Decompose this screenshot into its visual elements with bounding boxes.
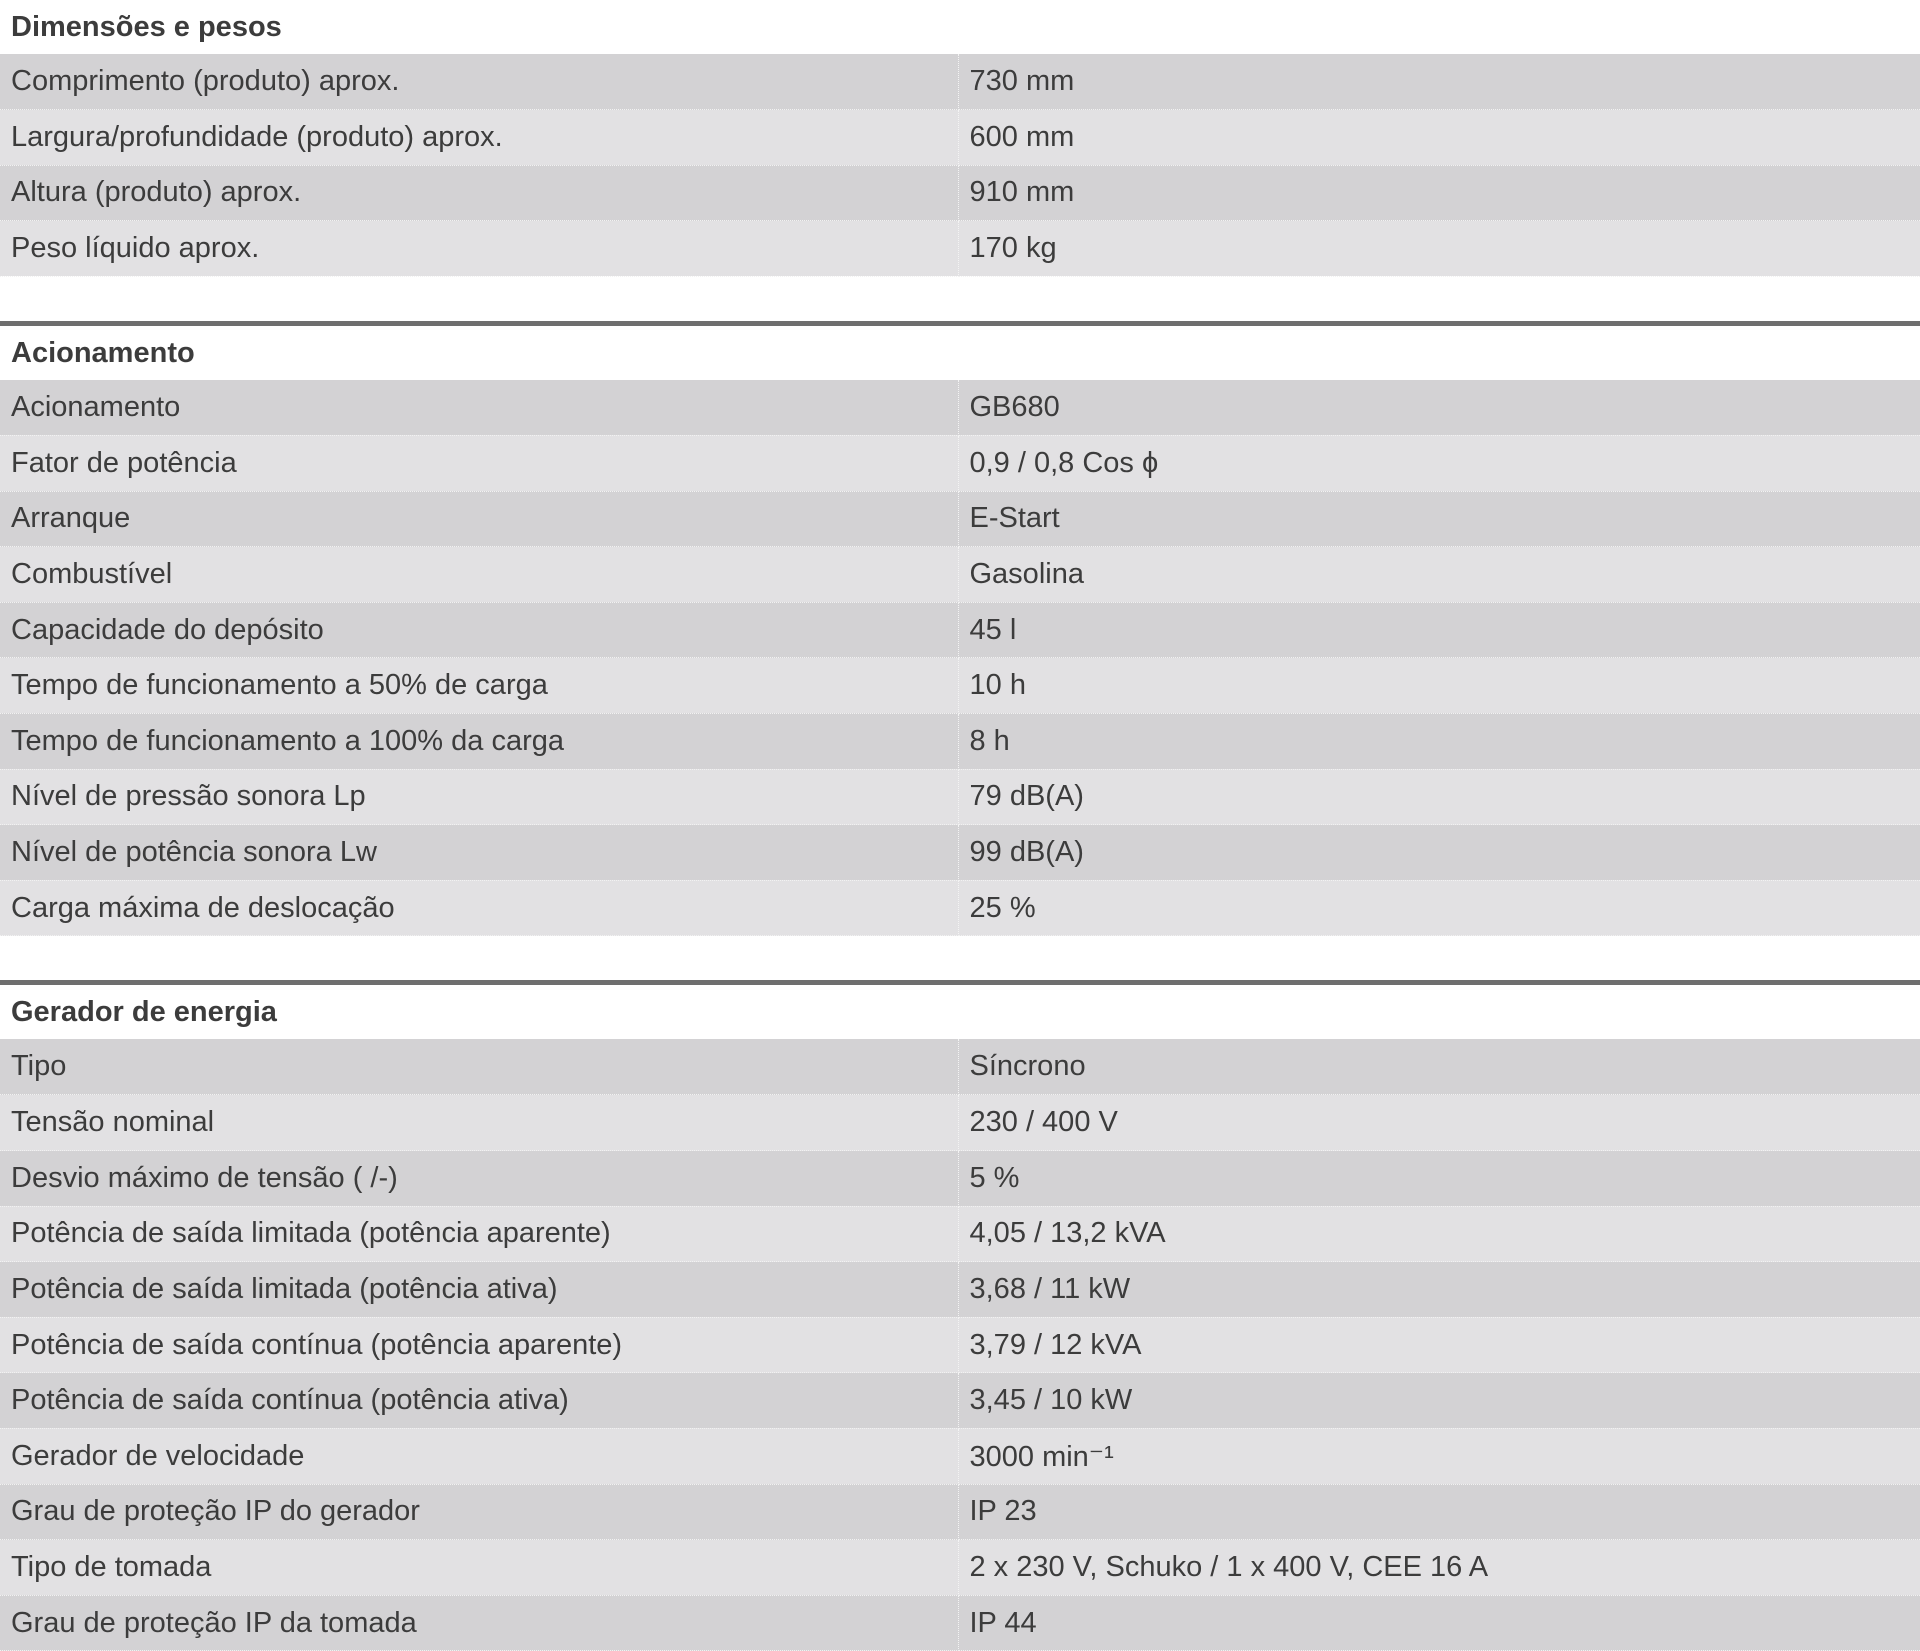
spec-label: Nível de potência sonora Lw	[0, 825, 958, 881]
spec-label: Largura/profundidade (produto) aprox.	[0, 110, 958, 166]
spec-label: Combustível	[0, 547, 958, 603]
spec-label: Tempo de funcionamento a 100% da carga	[0, 713, 958, 769]
table-row	[0, 1484, 1920, 1540]
spec-value: Síncrono	[958, 1039, 1920, 1095]
table-row	[0, 491, 1920, 547]
spec-label: Potência de saída contínua (potência ativa)	[0, 1373, 958, 1429]
spec-value: GB680	[958, 380, 1920, 436]
spec-value: 170 kg	[958, 221, 1920, 277]
spec-label: Grau de proteção IP do gerador	[0, 1484, 958, 1540]
spec-value: 99 dB(A)	[958, 825, 1920, 881]
table-row	[0, 1428, 1920, 1484]
spec-label: Capacidade do depósito	[0, 602, 958, 658]
spec-label: Desvio máximo de tensão ( /-)	[0, 1151, 958, 1207]
spec-label: Arranque	[0, 491, 958, 547]
spec-value: 25 %	[958, 880, 1920, 936]
table-row	[0, 1540, 1920, 1596]
spec-label: Comprimento (produto) aprox.	[0, 54, 958, 110]
spec-label: Potência de saída contínua (potência aparente)	[0, 1317, 958, 1373]
table-row	[0, 1151, 1920, 1207]
spec-label: Tipo de tomada	[0, 1540, 958, 1596]
section-title: Gerador de energia	[0, 980, 1920, 1039]
spec-value: 2 x 230 V, Schuko / 1 x 400 V, CEE 16 A	[958, 1540, 1920, 1596]
spec-value: Gasolina	[958, 547, 1920, 603]
spec-label: Fator de potência	[0, 435, 958, 491]
table-row	[0, 54, 1920, 110]
spec-label: Nível de pressão sonora Lp	[0, 769, 958, 825]
spec-value: 3,79 / 12 kVA	[958, 1317, 1920, 1373]
spec-value: 730 mm	[958, 54, 1920, 110]
spec-label: Tensão nominal	[0, 1095, 958, 1151]
spec-value: 8 h	[958, 713, 1920, 769]
section-dimensions	[0, 0, 1920, 277]
spec-label: Gerador de velocidade	[0, 1428, 958, 1484]
table-row	[0, 1373, 1920, 1429]
table-row	[0, 1206, 1920, 1262]
spec-label: Grau de proteção IP da tomada	[0, 1595, 958, 1651]
table-row	[0, 1262, 1920, 1318]
table-row	[0, 1317, 1920, 1373]
spec-label: Acionamento	[0, 380, 958, 436]
table-row	[0, 769, 1920, 825]
table-row	[0, 435, 1920, 491]
spec-value: 0,9 / 0,8 Cos ϕ	[958, 435, 1920, 491]
spec-value: IP 23	[958, 1484, 1920, 1540]
table-row	[0, 1039, 1920, 1095]
spec-label: Tempo de funcionamento a 50% de carga	[0, 658, 958, 714]
table-row	[0, 658, 1920, 714]
spec-value: 10 h	[958, 658, 1920, 714]
spec-label: Potência de saída limitada (potência ativa)	[0, 1262, 958, 1318]
table-row	[0, 880, 1920, 936]
spec-value: IP 44	[958, 1595, 1920, 1651]
spec-label: Peso líquido aprox.	[0, 221, 958, 277]
table-row	[0, 380, 1920, 436]
spec-value: 910 mm	[958, 165, 1920, 221]
section-title: Dimensões e pesos	[11, 11, 282, 43]
spec-value: 4,05 / 13,2 kVA	[958, 1206, 1920, 1262]
spec-label: Tipo	[0, 1039, 958, 1095]
section-spacer	[0, 936, 1920, 980]
spec-table	[0, 1039, 1920, 1651]
section-drive	[0, 321, 1920, 936]
spec-value: E-Start	[958, 491, 1920, 547]
spec-value: 5 %	[958, 1151, 1920, 1207]
section-generator	[0, 980, 1920, 1651]
spec-table	[0, 54, 1920, 277]
table-row	[0, 165, 1920, 221]
spec-label: Carga máxima de deslocação	[0, 880, 958, 936]
table-row	[0, 1595, 1920, 1651]
spec-label: Potência de saída limitada (potência aparente)	[0, 1206, 958, 1262]
table-row	[0, 547, 1920, 603]
table-row	[0, 825, 1920, 881]
spec-value: 79 dB(A)	[958, 769, 1920, 825]
spec-value: 3,68 / 11 kW	[958, 1262, 1920, 1318]
section-title: Acionamento	[0, 321, 1920, 380]
spec-value: 45 l	[958, 602, 1920, 658]
spec-value: 3,45 / 10 kW	[958, 1373, 1920, 1429]
section-spacer	[0, 277, 1920, 321]
table-row	[0, 221, 1920, 277]
table-row	[0, 602, 1920, 658]
table-row	[0, 1095, 1920, 1151]
spec-value: 230 / 400 V	[958, 1095, 1920, 1151]
spec-table	[0, 380, 1920, 936]
table-row	[0, 110, 1920, 166]
table-row	[0, 713, 1920, 769]
spec-value: 3000 min⁻¹	[958, 1428, 1920, 1484]
spec-label: Altura (produto) aprox.	[0, 165, 958, 221]
spec-value: 600 mm	[958, 110, 1920, 166]
